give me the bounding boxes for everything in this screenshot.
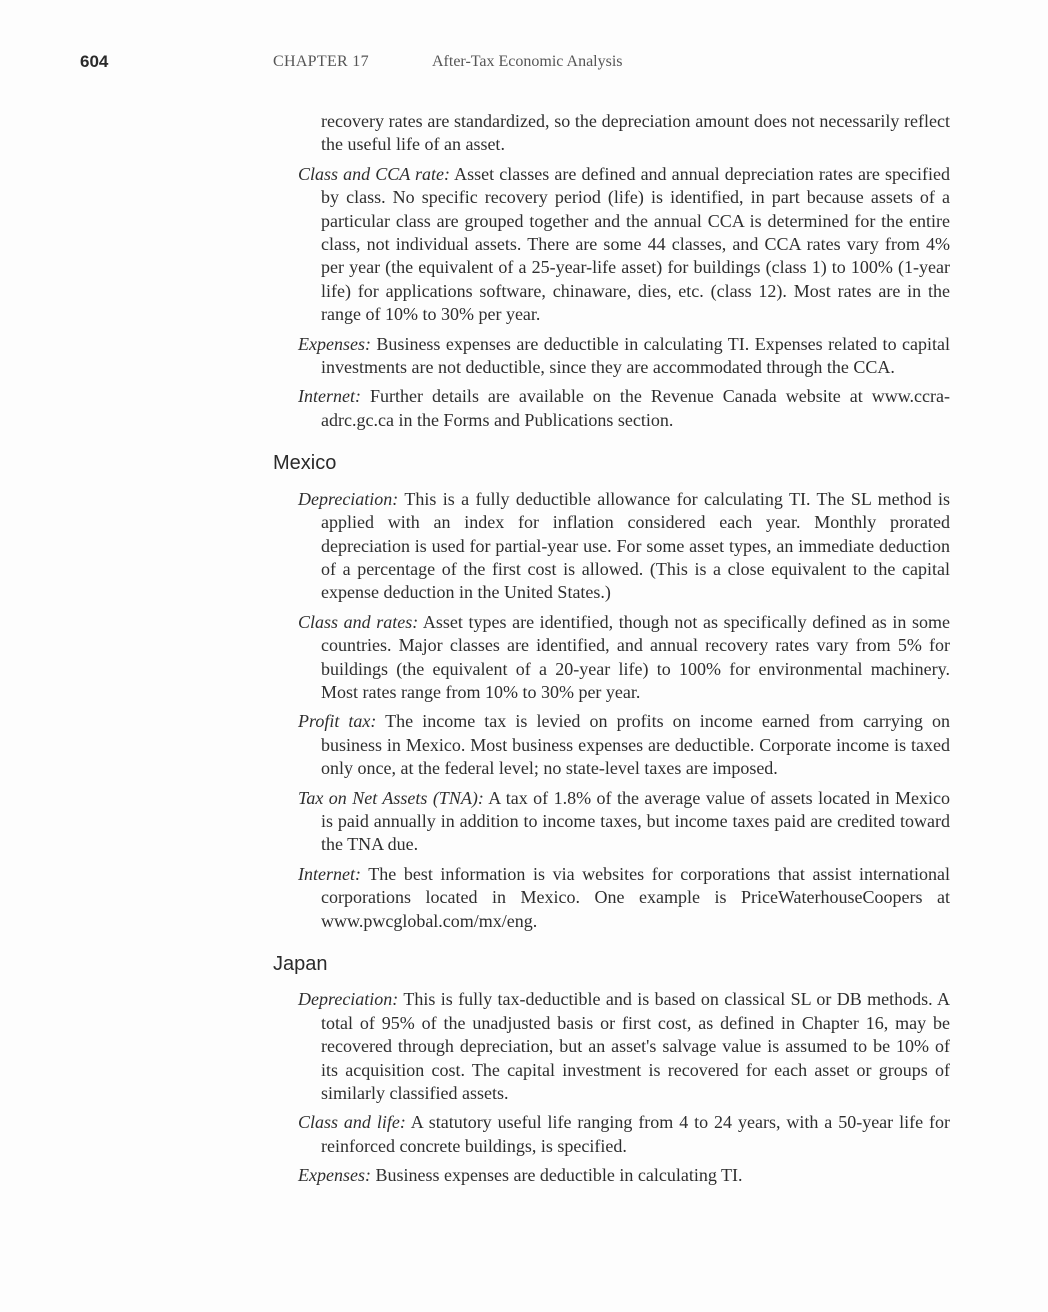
chapter-title: After-Tax Economic Analysis: [432, 53, 623, 70]
continued-paragraph: recovery rates are standardized, so the depreciation amount does not necessarily reflect the useful life of an asset.: [321, 111, 950, 155]
mexico-entry-tna: [298, 787, 950, 857]
entry-text: This is fully tax-deductible and is based on classical SL or DB methods. A total of 95% of the unadjusted basis or first cost, as defined in Chapter 16, may be recovered through depreciation, but an asset's salvage value is assumed to be 10% of its acquisition cost. The capital investment is recovered for each asset or groups of similarly classified assets.: [321, 989, 950, 1104]
mexico-entry-class-rates: [298, 611, 950, 705]
section-heading-japan: Japan: [273, 953, 328, 975]
entry-term: Class and life:: [298, 1112, 406, 1133]
japan-entry-expenses: [298, 1164, 950, 1187]
running-header: [0, 52, 1048, 76]
mexico-entry-profit-tax: [298, 710, 950, 780]
section-heading-mexico: Mexico: [273, 452, 337, 475]
entry-text: Business expenses are deductible in calculating TI.: [370, 1165, 743, 1186]
entry-term: Internet:: [298, 386, 361, 407]
entry-text: Asset types are identified, though not as specifically defined as in some countries. Major classes are identified, and annual recovery rates vary from 5% for buildings (the equivalent of a 20-year life) to 100% for environmental machinery. Most rates range from 10% to 30% per year.: [321, 611, 950, 702]
chapter-label: CHAPTER 17: [273, 53, 369, 70]
mexico-entry-depreciation: [298, 488, 950, 605]
entry-term: Internet:: [298, 863, 361, 884]
japan-section: [273, 953, 950, 1188]
entry-text: Business expenses are deductible in calculating TI. Expenses related to capital investments are not deductible, since they are accommodated through the CCA.: [321, 333, 950, 378]
japan-entry-depreciation: [298, 988, 950, 1105]
entry-text: Further details are available on the Revenue Canada website at www.ccra-adrc.gc.ca in the Forms and Publications section.: [321, 386, 950, 430]
canada-entry-expenses: [298, 333, 950, 380]
mexico-entry-internet: [298, 863, 950, 933]
entry-term: Depreciation:: [298, 488, 399, 509]
entry-term: Class and CCA rate:: [298, 163, 451, 184]
entry-term: Profit tax:: [298, 711, 377, 732]
mexico-section: [273, 452, 950, 933]
entry-text: A statutory useful life ranging from 4 to 24 years, with a 50-year life for reinforced concrete buildings, is specified.: [321, 1112, 950, 1156]
canada-section: [298, 163, 950, 432]
body-text: [273, 110, 951, 1194]
page-number: 604: [80, 52, 109, 71]
entry-text: A tax of 1.8% of the average value of assets located in Mexico is paid annually in addition to income taxes, but income taxes paid are credited toward the TNA due.: [321, 787, 950, 855]
canada-entry-class-rate: [298, 163, 950, 327]
entry-term: Class and rates:: [298, 611, 419, 632]
japan-entry-class-life: [298, 1111, 950, 1158]
entry-text: The income tax is levied on profits on income earned from carrying on business in Mexico. Most business expenses are deductible. Corporate income is taxed only once, at the federal level; no state-level taxes are imposed.: [321, 711, 950, 779]
entry-text: This is a fully deductible allowance for calculating TI. The SL method is applied with an index for inflation considered each year. Monthly prorated depreciation is used for partial-year use. For some asset types, an immediate deduction of a percentage of the first cost is allowed. (This is a close equivalent to the capital expense deduction in the United States.): [321, 488, 950, 603]
entry-term: Expenses:: [298, 333, 371, 354]
entry-text: Asset classes are defined and annual depreciation rates are specified by class. No specific recovery period (life) is identified, in part because assets of a particular class are grouped together and the annual CCA is determined for the entire class, not individual assets. There are some 44 classes, and CCA rates vary from 4% per year (the equivalent of a 25-year-life asset) for buildings (class 1) to 100% (1-year life) for applications software, chinaware, dies, etc. (class 12). Most rates are in the range of 10% to 30% per year.: [321, 163, 951, 325]
canada-entry-internet: [298, 385, 950, 432]
entry-term: Tax on Net Assets (TNA):: [298, 787, 484, 808]
entry-text: The best information is via websites for corporations that assist international corporations located in Mexico. One example is PriceWaterhouseCoopers at www.pwcglobal.com/mx/eng.: [321, 863, 950, 931]
entry-term: Depreciation:: [298, 989, 399, 1010]
entry-term: Expenses:: [298, 1165, 371, 1186]
